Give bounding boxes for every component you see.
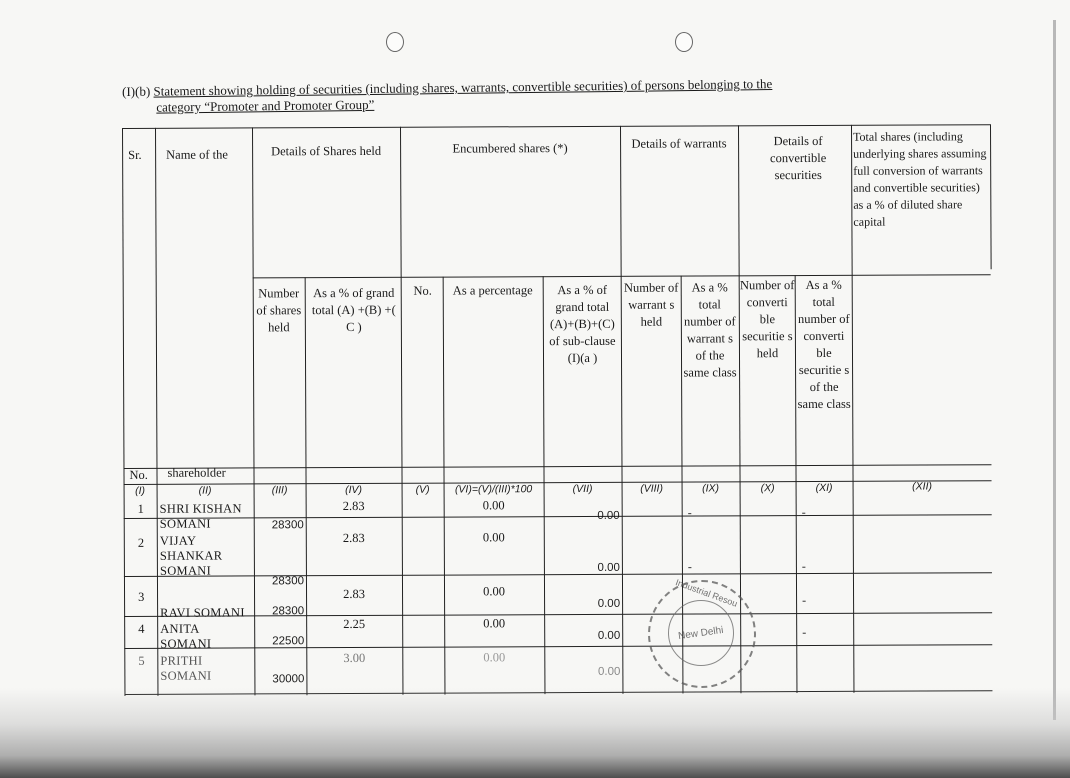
seal-top-text: Industrial Resou — [674, 577, 739, 609]
header-convertible-group: Details of convertible securities — [769, 133, 827, 183]
table-row-enc-pct: 0.00 — [482, 498, 505, 513]
header-total-group: Total shares (including underlying shares assuming full conversion of warrants and convertible securities) as a % of diluted share capital — [853, 129, 987, 229]
roman-iii: (III) — [271, 484, 288, 497]
punch-hole-left — [386, 32, 404, 52]
roman-ii: (II) — [198, 484, 212, 497]
table-row-enc-pct: 0.00 — [482, 530, 505, 545]
header-enc-pct: As a percentage — [452, 283, 533, 298]
table-row-pct: 2.83 — [342, 498, 365, 514]
table-row-warrant-pct: - — [687, 559, 692, 574]
roman-viii: (VIII) — [640, 482, 663, 495]
roman-iv: (IV) — [345, 483, 363, 497]
company-seal — [648, 577, 756, 688]
table-row-sr: 4 — [138, 621, 145, 636]
table-row-shares: 28300 — [271, 575, 305, 588]
table-row-conv-pct: - — [802, 593, 807, 608]
roman-vii: (VII) — [572, 482, 593, 496]
table-row-pct: 2.83 — [342, 530, 365, 546]
table-row-sr: 1 — [137, 501, 144, 516]
table-row-name: VIJAY SHANKAR SOMANI — [159, 533, 223, 578]
table-row-conv-pct: - — [802, 625, 807, 640]
roman-ix: (IX) — [702, 482, 720, 495]
roman-x: (X) — [760, 482, 775, 495]
header-sr: Sr. — [128, 147, 142, 162]
roman-xi: (XI) — [815, 481, 833, 494]
table-row-shares: 28300 — [272, 605, 305, 618]
table-row-enc-grand: 0.00 — [597, 629, 621, 642]
table-row-pct: 2.25 — [343, 616, 366, 632]
table-row-enc-pct: 0.00 — [483, 616, 506, 631]
table-row-conv-pct: - — [801, 559, 806, 574]
table-row-enc-grand: 0.00 — [597, 597, 621, 610]
roman-xii: (XII) — [912, 480, 933, 493]
table-row-name: ANITA SOMANI — [160, 621, 212, 651]
table-row-sr: 5 — [138, 653, 145, 668]
roman-vi: (VI)=(V)/(III)*100 — [454, 483, 533, 496]
header-name: Name of the — [166, 147, 228, 162]
table-row-shares: 22500 — [272, 635, 305, 648]
table-row-shares: 28300 — [271, 519, 304, 532]
heading-line2: category “Promoter and Promoter Group” — [156, 96, 375, 115]
table-row-name: SHRI KISHAN SOMANI — [159, 501, 242, 531]
table-row-pct: 3.00 — [343, 650, 366, 666]
header-pct-grand-total: As a % of grand total (A) +(B) +( C ) — [311, 285, 396, 335]
table-row-sr: 3 — [138, 589, 145, 604]
table-row-shares: 30000 — [272, 673, 305, 686]
table-row-name: RAVI SOMANI — [160, 605, 245, 620]
statement-heading — [122, 75, 852, 116]
roman-v: (V) — [415, 483, 430, 496]
header-num-convertible: Number of converti ble securitie s held — [739, 278, 795, 361]
page-edge-shadow — [1053, 20, 1056, 720]
heading-line1: Statement showing holding of securities (including shares, warrants, convertible securities) of persons belonging to the — [153, 76, 773, 99]
heading-prefix: (I)(b) — [122, 83, 151, 99]
seal-center-text: New Delhi — [677, 624, 725, 643]
table-row-conv-pct: - — [801, 505, 806, 520]
header-pct-warrants: As a % total number of warrant s of the same class — [683, 280, 737, 380]
table-row-enc-pct: 0.00 — [483, 584, 505, 599]
scan-artifact-band — [0, 688, 1070, 778]
table-row-enc-pct: 0.00 — [483, 650, 506, 665]
header-pct-convertible: As a % total number of converti ble securitie s of the same class — [797, 277, 851, 412]
header-warrants-group: Details of warrants — [631, 136, 727, 151]
header-num-warrants: Number of warrant s held — [623, 280, 679, 329]
roman-i: (I) — [135, 484, 146, 497]
table-row-enc-grand: 0.00 — [597, 665, 621, 678]
header-shares-group: Details of Shares held — [271, 143, 382, 159]
table-row-pct: 2.83 — [343, 586, 366, 602]
table-row-warrant-pct: - — [687, 505, 692, 520]
table-row-enc-grand: 0.00 — [597, 561, 620, 574]
punch-hole-right — [675, 32, 693, 52]
header-shareholder: shareholder — [167, 465, 226, 480]
header-num-shares: Number of shares held — [256, 286, 302, 335]
header-sr-no: No. — [129, 467, 148, 482]
holding-table — [122, 124, 992, 696]
header-enc-no: No. — [413, 283, 432, 298]
table-row-sr: 2 — [137, 535, 145, 550]
header-enc-pct-grand: As a % of grand total (A)+(B)+(C) of sub-clause (I)(a ) — [549, 282, 616, 366]
table-row-name: PRITHI SOMANI — [160, 653, 212, 683]
table-row-enc-grand: 0.00 — [597, 509, 620, 522]
header-encumbered-group: Encumbered shares (*) — [452, 141, 568, 156]
